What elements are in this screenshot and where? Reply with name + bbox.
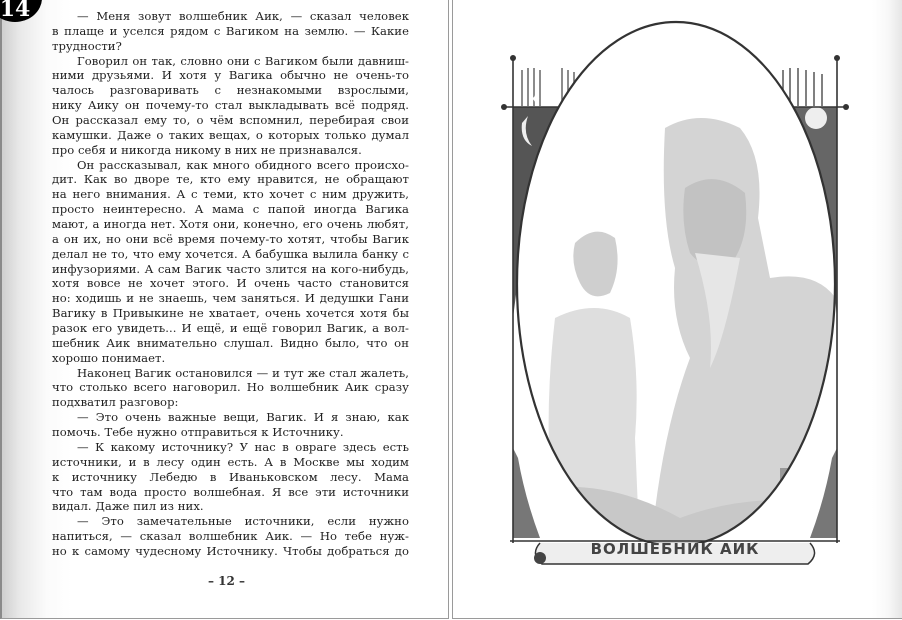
- body-text: [52, 9, 409, 559]
- text-line: чалось разговаривать с незнакомыми взрослыми,: [52, 83, 409, 98]
- text-line: но: ходишь и не знаешь, чем заняться. И дедушки Гани: [52, 291, 409, 306]
- text-line: Вагику в Привыкине не хватает, очень хочется хотя бы: [52, 306, 409, 321]
- text-line: нику Аику он почему-то стал выкладывать всё подряд.: [52, 98, 409, 113]
- text-line: помочь. Тебе нужно отправиться к Источнику.: [52, 425, 344, 440]
- text-line: Говорил он так, словно они с Вагиком были давниш-: [77, 53, 409, 68]
- text-line: источники, и в лесу один есть. А в Москве мы ходим: [52, 454, 409, 469]
- text-line: в плаще и уселся рядом с Вагиком на землю. — Какие: [52, 23, 409, 38]
- text-line: разок его увидеть... И ещё, и ещё говорил Вагик, а вол-: [52, 321, 409, 336]
- text-line: Наконец Вагик остановился — и тут же стал жалеть,: [77, 365, 409, 380]
- text-line: мают, а иногда нет. Хотя они, конечно, его очень любят,: [52, 217, 409, 232]
- text-line: видал. Даже пил из них.: [52, 499, 204, 514]
- text-line: — Это замечательные источники, если нужно: [77, 514, 409, 529]
- wizard-illustration: [500, 18, 850, 578]
- text-line: камушки. Даже о таких вещах, о которых только думал: [52, 127, 409, 142]
- text-line: к источнику Лебедю в Иваньковском лесу. Мама: [52, 469, 409, 484]
- text-line: но к самому чудесному Источнику. Чтобы добраться до: [52, 543, 409, 558]
- text-line: просто неинтересно. А мама с папой иногда Вагика: [52, 202, 409, 217]
- text-line: подхватил разговор:: [52, 395, 179, 410]
- text-line: что столько всего наговорил. Но волшебник Аик сразу: [52, 380, 409, 395]
- text-line: — Это очень важные вещи, Вагик. И я знаю, как: [77, 410, 409, 425]
- text-line: Он рассказывал, как много обидного всего происхо-: [77, 157, 409, 172]
- text-line: инфузориями. А сам Вагик часто злится на кого-нибудь,: [52, 261, 409, 276]
- page-number: – 12 –: [207, 574, 246, 588]
- text-line: про себя и никогда никому в них не признавался.: [52, 142, 362, 157]
- text-line: а он их, но они всё время почему-то хотят, чтобы Вагик: [52, 231, 409, 246]
- sun-icon: [805, 107, 827, 129]
- left-page: [0, 0, 449, 619]
- text-line: что там вода просто волшебная. Я все эти источники: [52, 484, 409, 499]
- text-line: Он рассказал ему то, о чём вспомнил, перебирая свои: [52, 113, 409, 128]
- text-line: — К какому источнику? У нас в овраге здесь есть: [77, 439, 409, 454]
- star-icon: ✦: [530, 92, 541, 106]
- text-line: делал не то, что ему хочется. А бабушка вылила банку с: [52, 246, 409, 261]
- text-line: — Меня зовут волшебник Аик, — сказал человек: [77, 9, 409, 23]
- text-line: дит. Как во дворе те, кто ему нравится, не обращают: [52, 172, 409, 187]
- text-line: шебник Аик внимательно слушал. Видно было, что он: [52, 335, 409, 350]
- text-line: ними друзьями. И хотя у Вагика обычно не очень-то: [52, 68, 409, 83]
- text-line: хорошо понимает.: [52, 350, 166, 365]
- chapter-badge: 14: [0, 0, 42, 22]
- text-line: напиться, — сказал волшебник Аик. — Но тебе нуж-: [52, 529, 409, 544]
- illustration-caption: ВОЛШЕБНИК АИК: [590, 540, 760, 558]
- text-line: на него внимания. А с теми, кто хочет с ним дружить,: [52, 187, 409, 202]
- text-line: трудности?: [52, 38, 122, 53]
- text-line: хотя вовсе не хочет этого. И очень часто становится: [52, 276, 409, 291]
